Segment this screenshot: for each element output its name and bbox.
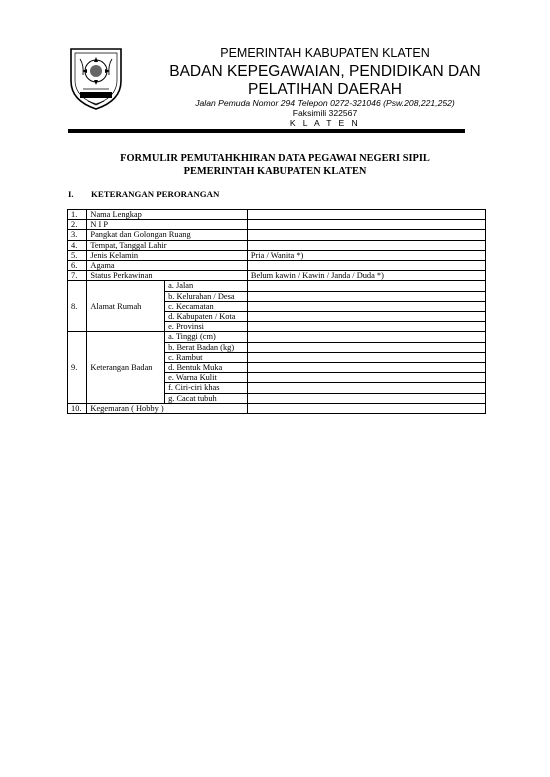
sub-field-label: e. Warna Kulit	[165, 373, 248, 383]
field-value-marital[interactable]: Belum kawin / Kawin / Janda / Duda *)	[247, 271, 485, 281]
field-value-regency[interactable]	[247, 312, 485, 322]
field-value-birth[interactable]	[247, 240, 485, 250]
sub-field-label: d. Bentuk Muka	[165, 363, 248, 373]
field-label: N I P	[87, 220, 247, 230]
field-label: Status Perkawinan	[87, 271, 247, 281]
table-row	[68, 250, 486, 260]
form-title-line1: FORMULIR PEMUTAHKHIRAN DATA PEGAWAI NEGERI SIPIL	[120, 153, 430, 164]
sub-field-label: e. Provinsi	[165, 322, 248, 332]
field-value-weight[interactable]	[247, 342, 485, 352]
field-value-height[interactable]	[247, 332, 485, 342]
table-row	[68, 230, 486, 240]
sub-field-label: f. Ciri-ciri khas	[165, 383, 248, 393]
row-number: 4.	[68, 240, 87, 250]
row-number: 7.	[68, 271, 87, 281]
section-number: I.	[68, 189, 74, 199]
sub-field-label: c. Kecamatan	[165, 301, 248, 311]
table-row	[68, 281, 486, 291]
field-label: Jenis Kelamin	[87, 250, 247, 260]
form-title-line2: PEMERINTAH KABUPATEN KLATEN	[183, 166, 367, 177]
field-value-disability[interactable]	[247, 393, 485, 403]
table-row	[68, 332, 486, 342]
table-row	[68, 240, 486, 250]
sub-field-label: d. Kabupaten / Kota	[165, 312, 248, 322]
table-row	[68, 220, 486, 230]
row-number: 2.	[68, 220, 87, 230]
field-label: Agama	[87, 261, 247, 271]
header-fax: Faksimili 322567	[292, 108, 358, 118]
field-label: Nama Lengkap	[87, 210, 247, 220]
table-row	[68, 271, 486, 281]
sub-field-label: g. Cacat tubuh	[165, 393, 248, 403]
header-agency-name-line2: PELATIHAN DAERAH	[248, 81, 402, 98]
field-value-village[interactable]	[247, 291, 485, 301]
row-number: 8.	[68, 281, 87, 332]
sub-field-label: c. Rambut	[165, 352, 248, 362]
table-row	[68, 403, 486, 413]
personal-data-table	[67, 209, 486, 414]
sub-field-label: b. Kelurahan / Desa	[165, 291, 248, 301]
header-government-name: PEMERINTAH KABUPATEN KLATEN	[220, 46, 430, 60]
table-row	[68, 210, 486, 220]
field-value-hobby[interactable]	[247, 403, 485, 413]
row-number: 1.	[68, 210, 87, 220]
sub-field-label: a. Tinggi (cm)	[165, 332, 248, 342]
field-value-rank[interactable]	[247, 230, 485, 240]
field-label: Pangkat dan Golongan Ruang	[87, 230, 247, 240]
field-value-nip[interactable]	[247, 220, 485, 230]
field-value-face-shape[interactable]	[247, 363, 485, 373]
field-label: Alamat Rumah	[87, 281, 165, 332]
field-value-gender[interactable]: Pria / Wanita *)	[247, 250, 485, 260]
header-agency-name-line1: BADAN KEPEGAWAIAN, PENDIDIKAN DAN	[169, 63, 481, 80]
field-label: Kegemaran ( Hobby )	[87, 403, 247, 413]
row-number: 9.	[68, 332, 87, 403]
field-value-district[interactable]	[247, 301, 485, 311]
section-title: KETERANGAN PERORANGAN	[91, 189, 220, 199]
row-number: 3.	[68, 230, 87, 240]
row-number: 10.	[68, 403, 87, 413]
row-number: 6.	[68, 261, 87, 271]
field-value-religion[interactable]	[247, 261, 485, 271]
field-value-skin-color[interactable]	[247, 373, 485, 383]
header-address: Jalan Pemuda Nomor 294 Telepon 0272-321046 (Psw.208,221,252)	[195, 98, 455, 108]
field-value-province[interactable]	[247, 322, 485, 332]
field-value-distinctive-marks[interactable]	[247, 383, 485, 393]
field-value-hair[interactable]	[247, 352, 485, 362]
field-label: Tempat, Tanggal Lahir	[87, 240, 247, 250]
klaten-coat-of-arms-icon	[66, 45, 126, 111]
field-value-street[interactable]	[247, 281, 485, 291]
table-row	[68, 261, 486, 271]
sub-field-label: a. Jalan	[165, 281, 248, 291]
field-value-name[interactable]	[247, 210, 485, 220]
row-number: 5.	[68, 250, 87, 260]
sub-field-label: b. Berat Badan (kg)	[165, 342, 248, 352]
letterhead-divider	[68, 129, 465, 133]
field-label: Keterangan Badan	[87, 332, 165, 403]
header-city: K L A T E N	[289, 118, 361, 128]
